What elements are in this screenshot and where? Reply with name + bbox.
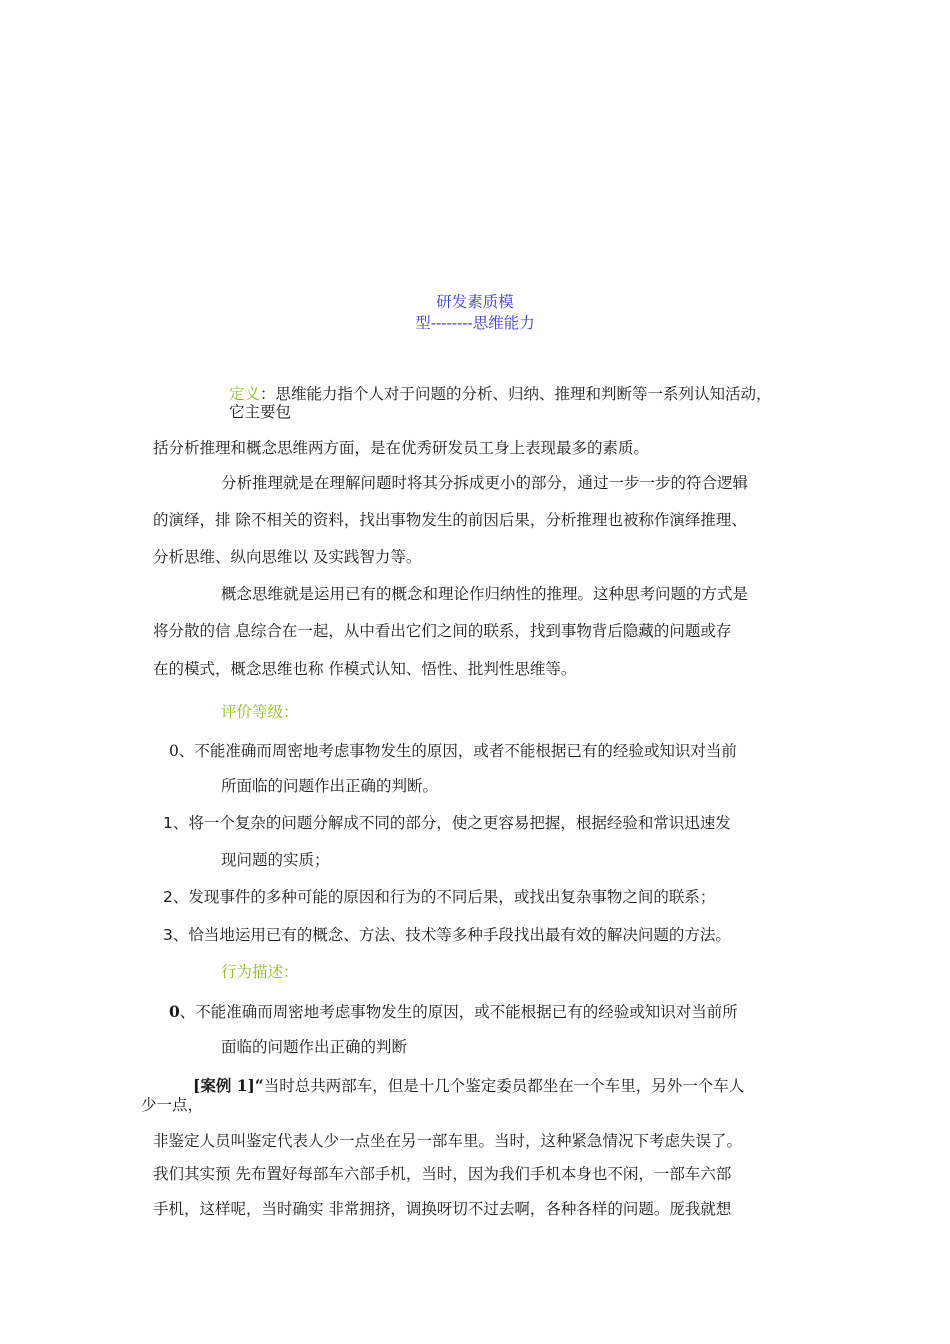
- definition-label: 定义: [229, 385, 261, 403]
- analysis-paragraph-line2: 的演绎，排 除不相关的资料，找出事物发生的前因后果，分析推理也被称作演绎推理、: [153, 511, 747, 529]
- case-line1b: 少一点，: [141, 1096, 204, 1114]
- grade-item-1-text: 、将一个复杂的问题分解成不同的部分，使之更容易把握，根据经验和常识迅速发: [172, 814, 731, 832]
- behavior-item-0-line2: 面临的问题作出正确的判断: [221, 1038, 408, 1056]
- definition-line1: [229, 384, 772, 404]
- grade-item-3-line1: [163, 925, 731, 945]
- grade-item-0-line1: [169, 741, 737, 761]
- definition-line2: 它主要包: [229, 403, 292, 421]
- behavior-item-0-text: 、不能准确而周密地考虑事物发生的原因，或不能根据已有的经验或知识对当前所: [179, 1003, 738, 1021]
- case-line4: 手机，这样呢，当时确实 非常拥挤，调换呀切不过去啊，各种各样的问题。厐我就想: [153, 1200, 732, 1218]
- concept-paragraph-line2: 将分散的信 息综合在一起，从中看出它们之间的联系，找到事物背后隐藏的问题或存: [153, 622, 732, 640]
- grade-item-0-number: 0: [169, 742, 179, 760]
- concept-paragraph-line1: 概念思维就是运用已有的概念和理论作归纳性的推理。这种思考问题的方式是: [221, 585, 749, 603]
- grade-item-2-number: 2: [163, 888, 173, 906]
- grade-item-0-text: 、不能准确而周密地考虑事物发生的原因，或者不能根据已有的经验或知识对当前: [178, 742, 737, 760]
- definition-line3: 括分析推理和概念思维两方面，是在优秀研发员工身上表现最多的素质。: [153, 439, 650, 457]
- grade-item-2-text: 、发现事件的多种可能的原因和行为的不同后果，或找出复杂事物之间的联系；: [172, 888, 716, 906]
- case-line2: 非鉴定人员叫鉴定代表人少一点坐在另一部车里。当时，这种紧急情况下考虑失误了。: [153, 1132, 743, 1150]
- page-title-line2: 型--------思维能力: [415, 314, 535, 332]
- definition-text1: 思维能力指个人对于问题的分析、归纳、推理和判断等一系列认知活动，: [275, 385, 772, 403]
- grades-heading: 评价等级：: [221, 703, 299, 721]
- behavior-item-0-line1: [169, 1002, 738, 1022]
- grade-item-2-line1: [163, 887, 715, 907]
- case-text1: 当时总共两部车，但是十几个鉴定委员都坐在一个车里，另外一个车人: [263, 1077, 745, 1095]
- grade-item-1-number: 1: [163, 814, 173, 832]
- behavior-item-0-number: 0: [169, 1002, 180, 1021]
- analysis-paragraph-line1: 分析推理就是在理解问题时将其分拆成更小的部分，通过一步一步的符合逻辑: [221, 474, 749, 492]
- case-line3: 我们其实预 先布置好每部车六部手机，当时，因为我们手机本身也不闲，一部车六部: [153, 1165, 732, 1183]
- analysis-paragraph-line3: 分析思维、纵向思维以 及实践智力等。: [153, 548, 422, 566]
- page-title-line1: 研发素质模: [436, 293, 514, 311]
- behavior-heading: 行为描述：: [221, 963, 299, 981]
- grade-item-1-line1: [163, 813, 731, 833]
- grade-item-0-line2: 所面临的问题作出正确的判断。: [221, 777, 439, 795]
- case-line1: [193, 1076, 744, 1096]
- grade-item-3-text: 、恰当地运用已有的概念、方法、技术等多种手段找出最有效的解决问题的方法。: [172, 926, 731, 944]
- concept-paragraph-line3: 在的模式，概念思维也称 作模式认知、悟性、批判性思维等。: [153, 660, 577, 678]
- grade-item-1-line2: 现问题的实质；: [221, 851, 330, 869]
- grade-item-3-number: 3: [163, 926, 173, 944]
- case-label: [案例 1]“: [193, 1076, 264, 1095]
- definition-colon: ：: [260, 385, 276, 403]
